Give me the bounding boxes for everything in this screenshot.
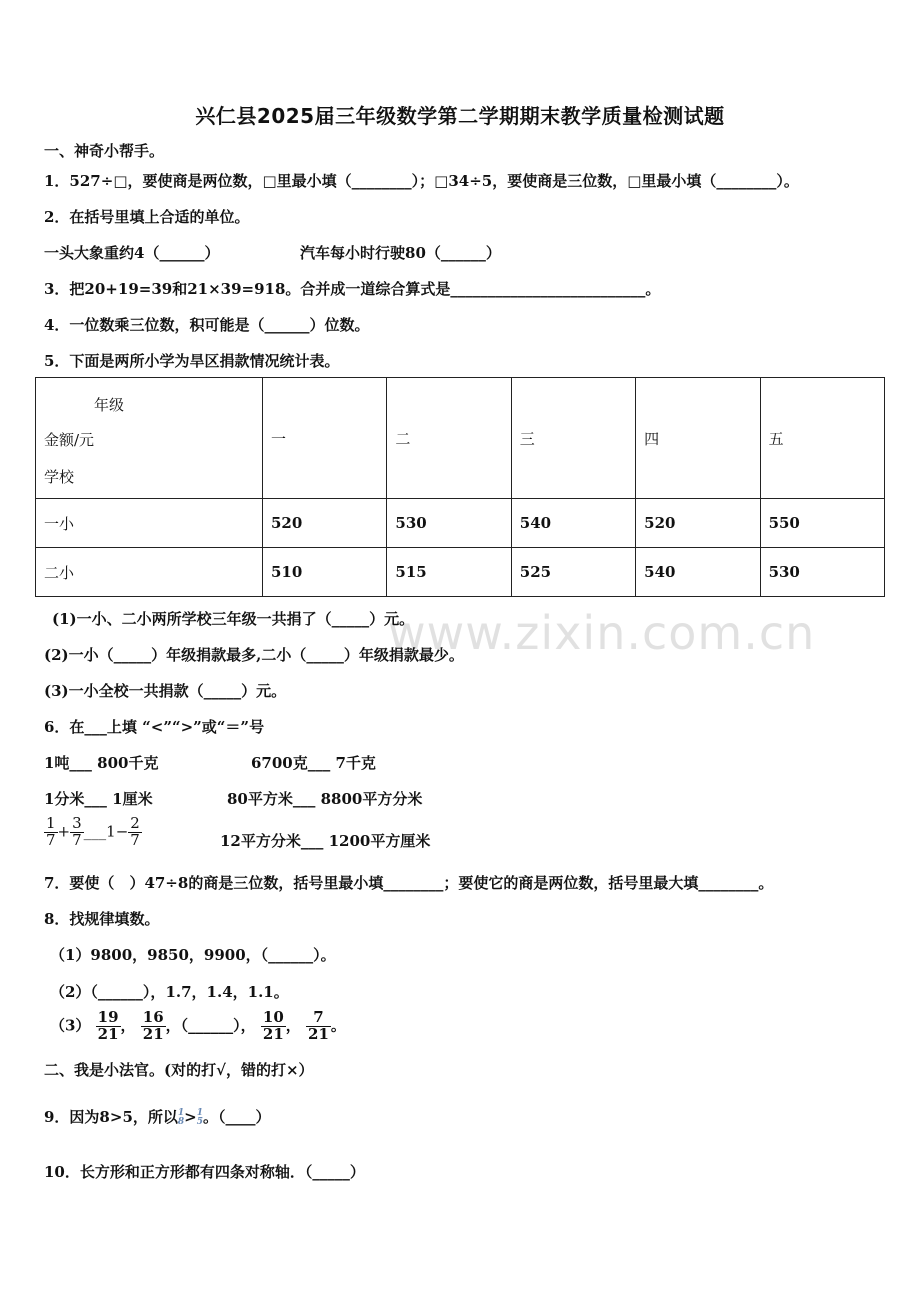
header-grade-label: 年级	[94, 396, 125, 414]
section-2-heading: 二、我是小法官。(对的打√，错的打×）	[44, 1061, 314, 1079]
question-2: 2．在括号里填上合适的单位。	[44, 208, 250, 226]
item-label: （3）	[50, 1016, 91, 1035]
table-cell: 540	[511, 499, 635, 548]
greater-than-sign: >	[184, 1108, 197, 1126]
page-title: 兴仁县2025届三年级数学第二学期期末教学质量检测试题	[195, 104, 725, 128]
comma: ，	[120, 1016, 136, 1035]
table-cell: 515	[387, 548, 511, 597]
question-8-1: （1）9800，9850，9900，（______）。	[50, 946, 336, 964]
fraction: $\frac{16}{21}$	[142, 1008, 164, 1043]
table-row	[36, 548, 885, 597]
question-5-3: (3)一小全校一共捐款（_____）元。	[44, 682, 287, 700]
grade-header: 一	[263, 378, 387, 499]
table-cell: 510	[263, 548, 387, 597]
question-2b: 汽车每小时行驶80（______）	[300, 244, 501, 262]
table-header-row	[36, 378, 885, 499]
section-1-heading: 一、神奇小帮手。	[44, 142, 165, 160]
period: 。	[330, 1016, 346, 1035]
number: 1	[106, 822, 116, 841]
grade-header: 三	[511, 378, 635, 499]
table-cell: 525	[511, 548, 635, 597]
table-cell: 530	[760, 548, 884, 597]
question-6a: 1吨___ 800千克	[44, 754, 159, 772]
table-cell: 550	[760, 499, 884, 548]
answer-blank: ，（______），	[165, 1016, 256, 1035]
fraction: $\frac{1}{7}$	[46, 814, 56, 849]
fraction: $\frac{19}{21}$	[97, 1008, 119, 1043]
question-8: 8．找规律填数。	[44, 910, 160, 928]
question-3: 3．把20+19=39和21×39=918。合并成一道综合算式是__________________________。	[44, 280, 661, 298]
table-cell: 520	[263, 499, 387, 548]
question-4: 4．一位数乘三位数，积可能是（______）位数。	[44, 316, 370, 334]
comma: ，	[285, 1016, 301, 1035]
header-school-label: 学校	[44, 468, 75, 486]
question-1: 1．527÷□，要使商是两位数，□里最小填（________）；□34÷5，要使商是三位数，□里最小填（________）。	[44, 172, 799, 190]
question-text: 9．因为8>5，所以	[44, 1108, 178, 1126]
answer-blank: ___	[83, 822, 107, 841]
question-8-2: （2）（______），1.7，1.4，1.1。	[50, 983, 289, 1001]
school-name: 一小	[36, 499, 263, 548]
fraction: $\frac{3}{7}$	[72, 814, 82, 849]
table-cell: 530	[387, 499, 511, 548]
answer-blank: 。（____）	[203, 1108, 271, 1126]
fraction: 1 5	[196, 1108, 203, 1127]
minus-sign: −	[115, 822, 129, 841]
plus-sign: +	[57, 822, 71, 841]
table-row	[36, 499, 885, 548]
donation-table	[35, 377, 885, 597]
question-10: 10．长方形和正方形都有四条对称轴．（_____）	[44, 1163, 365, 1181]
school-name: 二小	[36, 548, 263, 597]
watermark: www.zixin.com.cn	[388, 606, 816, 660]
fraction: $\frac{7}{21}$	[308, 1008, 329, 1043]
question-6d: 80平方米___ 8800平方分米	[227, 790, 423, 808]
question-5: 5．下面是两所小学为旱区捐款情况统计表。	[44, 352, 340, 370]
fraction: $\frac{10}{21}$	[262, 1008, 284, 1043]
question-6: 6．在___上填 “<”“>”或“＝”号	[44, 718, 265, 736]
question-6c: 1分米___ 1厘米	[44, 790, 153, 808]
grade-header: 二	[387, 378, 511, 499]
table-corner-cell	[36, 378, 263, 499]
table-cell: 540	[636, 548, 760, 597]
question-5-2: (2)一小（_____）年级捐款最多,二小（_____）年级捐款最少。	[44, 646, 464, 664]
question-7: 7．要使（ ）47÷8的商是三位数，括号里最小填________；要使它的商是两位数，括号里最大填________。	[44, 874, 774, 892]
fraction: $\frac{2}{7}$	[130, 814, 140, 849]
header-amount-label: 金额/元	[44, 431, 95, 449]
grade-header: 五	[760, 378, 884, 499]
table-cell: 520	[636, 499, 760, 548]
question-6e-expression	[44, 816, 142, 849]
question-9	[44, 1106, 271, 1127]
question-6b: 6700克___ 7千克	[251, 754, 376, 772]
question-2a: 一头大象重约4（______）	[44, 244, 220, 262]
grade-header: 四	[636, 378, 760, 499]
question-6f: 12平方分米___ 1200平方厘米	[220, 832, 431, 850]
fraction: 1 8	[177, 1108, 185, 1127]
question-5-1: (1)一小、二小两所学校三年级一共捐了（_____）元。	[52, 610, 415, 628]
question-8-3	[50, 1010, 346, 1043]
